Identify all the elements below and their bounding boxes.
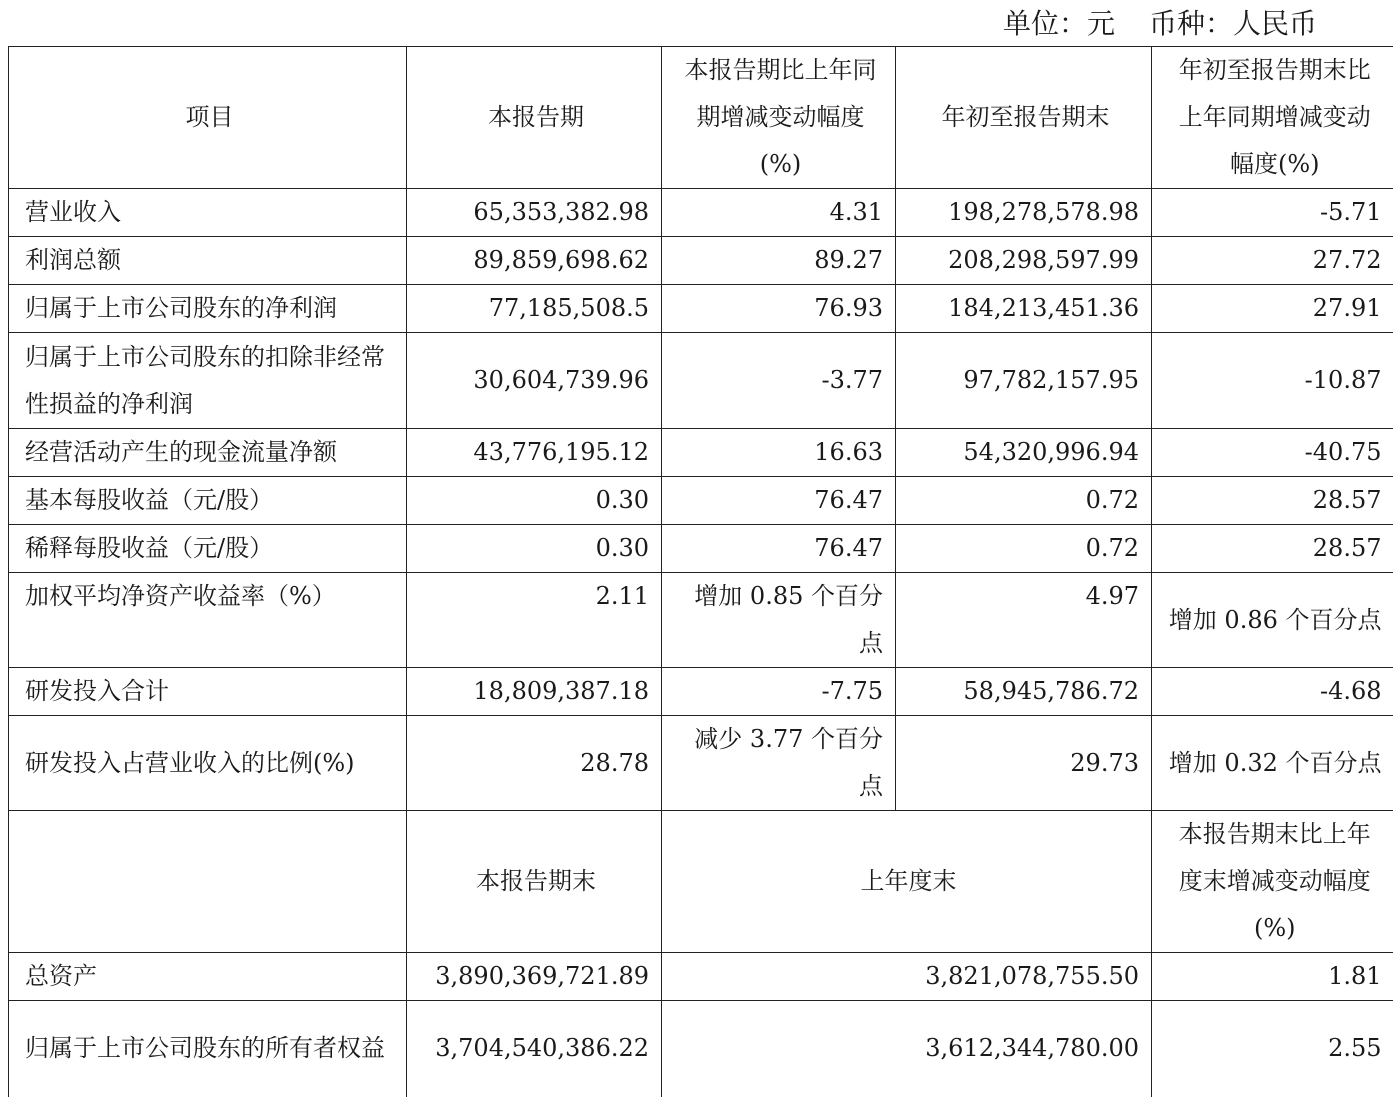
row-current-change: -7.75	[662, 668, 896, 716]
balance-header-period-end: 本报告期末	[407, 811, 662, 953]
balance-change: 2.55	[1152, 1001, 1393, 1097]
table-row	[9, 1001, 1393, 1097]
table-row	[9, 189, 1393, 237]
balance-period-end: 3,704,540,386.22	[407, 1001, 662, 1097]
row-current-change: 减少 3.77 个百分点	[662, 716, 896, 811]
row-current-change: 76.93	[662, 285, 896, 333]
row-ytd: 184,213,451.36	[896, 285, 1152, 333]
row-ytd: 198,278,578.98	[896, 189, 1152, 237]
table-row	[9, 573, 1393, 668]
row-ytd: 97,782,157.95	[896, 333, 1152, 429]
row-current: 2.11	[407, 573, 662, 668]
balance-period-end: 3,890,369,721.89	[407, 953, 662, 1001]
row-ytd: 4.97	[896, 573, 1152, 668]
row-ytd: 208,298,597.99	[896, 237, 1152, 285]
row-current: 0.30	[407, 477, 662, 525]
table-row	[9, 333, 1393, 429]
table-row	[9, 668, 1393, 716]
header-ytd-change: 年初至报告期末比上年同期增减变动幅度(%)	[1152, 47, 1393, 189]
row-item: 研发投入占营业收入的比例(%)	[9, 716, 407, 811]
row-current: 30,604,739.96	[407, 333, 662, 429]
row-current: 28.78	[407, 716, 662, 811]
row-current-change: 16.63	[662, 429, 896, 477]
row-ytd-change: -5.71	[1152, 189, 1393, 237]
row-item: 稀释每股收益（元/股）	[9, 525, 407, 573]
row-item: 利润总额	[9, 237, 407, 285]
row-ytd: 0.72	[896, 525, 1152, 573]
row-ytd-change: -10.87	[1152, 333, 1393, 429]
balance-header-row	[9, 811, 1393, 953]
table-row	[9, 237, 1393, 285]
balance-item: 总资产	[9, 953, 407, 1001]
table-row	[9, 285, 1393, 333]
row-ytd: 54,320,996.94	[896, 429, 1152, 477]
row-item: 基本每股收益（元/股）	[9, 477, 407, 525]
table-row	[9, 716, 1393, 811]
row-ytd: 29.73	[896, 716, 1152, 811]
unit-currency-line	[1003, 6, 1317, 42]
row-item: 加权平均净资产收益率（%）	[9, 573, 407, 668]
row-current: 89,859,698.62	[407, 237, 662, 285]
row-current-change: 76.47	[662, 477, 896, 525]
row-current-change: 89.27	[662, 237, 896, 285]
row-current: 0.30	[407, 525, 662, 573]
table-row	[9, 429, 1393, 477]
row-current-change: -3.77	[662, 333, 896, 429]
balance-change: 1.81	[1152, 953, 1393, 1001]
row-current-change: 4.31	[662, 189, 896, 237]
header-item: 项目	[9, 47, 407, 189]
balance-prior-year-end: 3,821,078,755.50	[662, 953, 1152, 1001]
table-row	[9, 477, 1393, 525]
row-ytd-change: 28.57	[1152, 525, 1393, 573]
row-current-change: 76.47	[662, 525, 896, 573]
row-current: 18,809,387.18	[407, 668, 662, 716]
balance-item: 归属于上市公司股东的所有者权益	[9, 1001, 407, 1097]
row-ytd-change: 27.91	[1152, 285, 1393, 333]
row-current: 77,185,508.5	[407, 285, 662, 333]
row-ytd-change: -4.68	[1152, 668, 1393, 716]
row-current-change: 增加 0.85 个百分点	[662, 573, 896, 668]
table-row	[9, 953, 1393, 1001]
row-ytd-change: -40.75	[1152, 429, 1393, 477]
balance-header-change: 本报告期末比上年度末增减变动幅度(%)	[1152, 811, 1393, 953]
row-ytd-change: 增加 0.32 个百分点	[1152, 716, 1393, 811]
row-item: 研发投入合计	[9, 668, 407, 716]
header-current-period: 本报告期	[407, 47, 662, 189]
row-item: 营业收入	[9, 189, 407, 237]
row-ytd: 0.72	[896, 477, 1152, 525]
table-header-row	[9, 47, 1393, 189]
row-ytd-change: 27.72	[1152, 237, 1393, 285]
row-current: 65,353,382.98	[407, 189, 662, 237]
unit-label: 单位：元	[1003, 7, 1115, 40]
header-ytd: 年初至报告期末	[896, 47, 1152, 189]
row-ytd: 58,945,786.72	[896, 668, 1152, 716]
row-ytd-change: 增加 0.86 个百分点	[1152, 573, 1393, 668]
row-item: 归属于上市公司股东的扣除非经常性损益的净利润	[9, 333, 407, 429]
table-row	[9, 525, 1393, 573]
row-ytd-change: 28.57	[1152, 477, 1393, 525]
row-item: 归属于上市公司股东的净利润	[9, 285, 407, 333]
balance-prior-year-end: 3,612,344,780.00	[662, 1001, 1152, 1097]
currency-label: 币种：人民币	[1149, 7, 1317, 40]
financial-data-table	[8, 46, 1393, 1097]
row-current: 43,776,195.12	[407, 429, 662, 477]
balance-header-prior-year-end: 上年度末	[662, 811, 1152, 953]
header-current-change: 本报告期比上年同期增减变动幅度(%)	[662, 47, 896, 189]
row-item: 经营活动产生的现金流量净额	[9, 429, 407, 477]
balance-header-item	[9, 811, 407, 953]
